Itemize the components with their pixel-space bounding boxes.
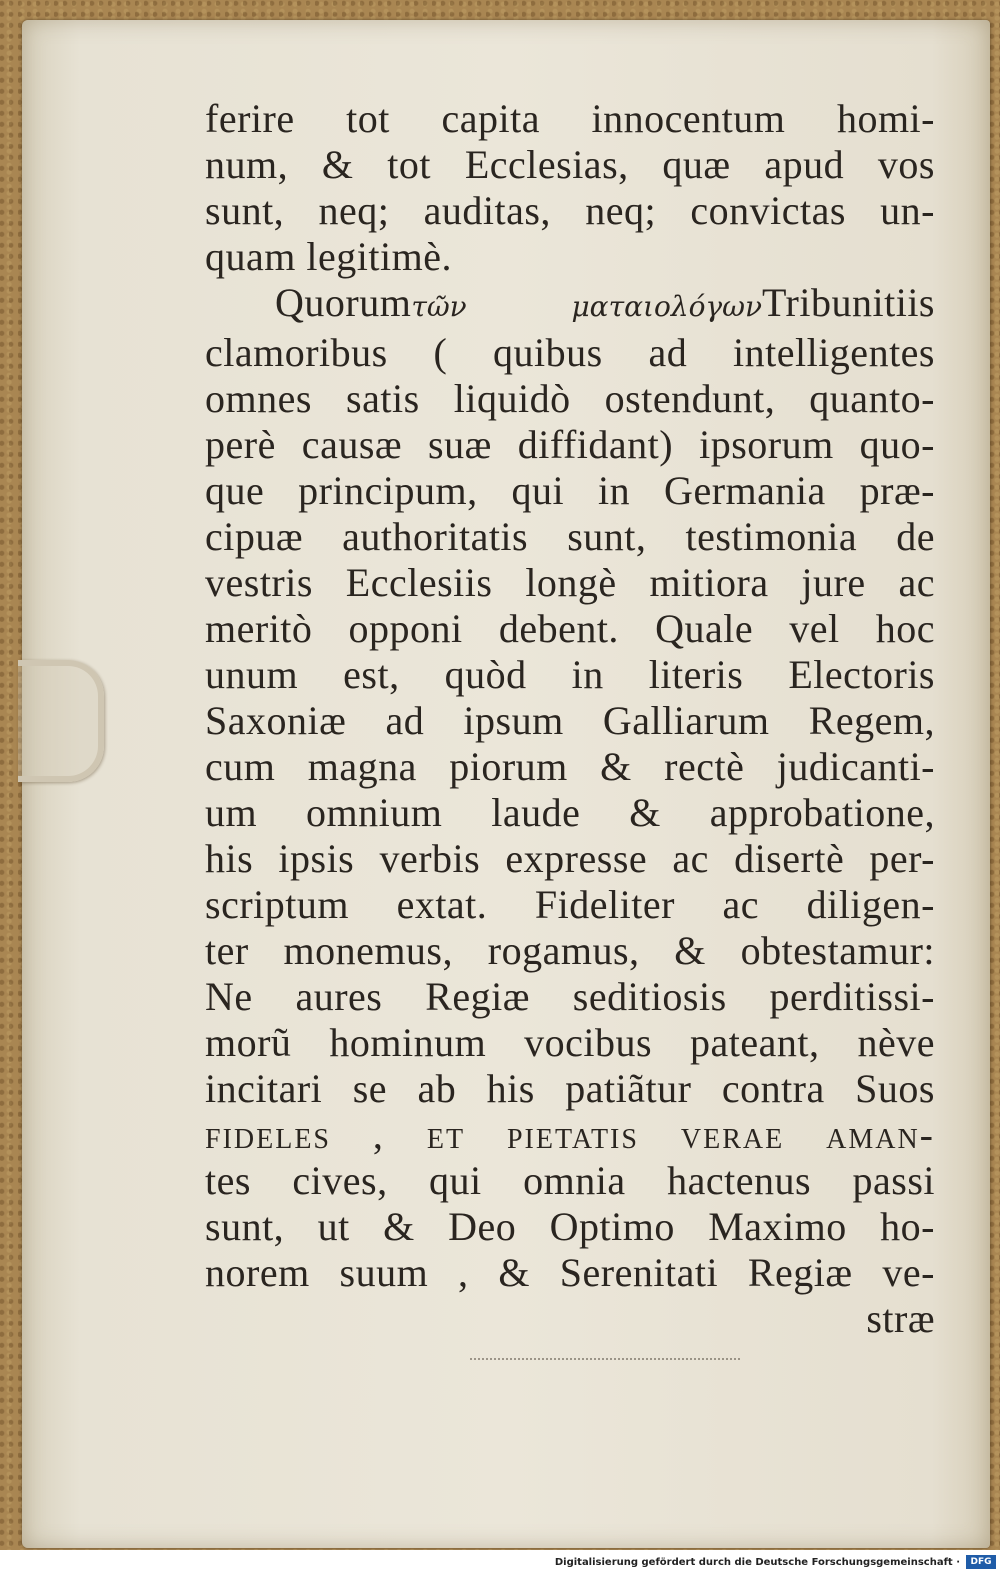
text-line: que principum, qui in Germania præ- [205,468,935,513]
text-line: incitari se ab his patiãtur contra Suos [205,1066,935,1111]
text-line: cum magna piorum & rectè judicanti- [205,744,935,789]
text-line: morũ hominum vocibus pateant, nève [205,1020,935,1065]
text-line: num, & tot Ecclesias, quæ apud vos [205,142,935,187]
text-line-greek [205,280,935,330]
text-word: Tribunitiis [762,280,935,325]
text-line: his ipsis verbis expresse ac disertè per- [205,836,935,881]
text-line: ferire tot capita innocentum homi- [205,96,935,141]
text-line: unum est, quòd in literis Electoris [205,652,935,697]
text-line: cipuæ authoritatis sunt, testimonia de [205,514,935,559]
text-line: meritò opponi debent. Quale vel hoc [205,606,935,651]
text-line-small-caps: fideles , et pietatis verae aman- [205,1112,935,1157]
page-clip [18,660,104,782]
text-line: ter monemus, rogamus, & obtestamur: [205,928,935,973]
greek-phrase: τῶν ματαιολόγων [411,290,763,323]
catchword: stræ [866,1296,935,1341]
dfg-logo: DFG [966,1555,996,1569]
text-line: Ne aures Regiæ seditiosis perditissi- [205,974,935,1019]
dotted-rule [470,1358,740,1362]
footer-credit: Digitalisierung gefördert durch die Deutsche Forschungsgemeinschaft · [554,1557,960,1568]
text-line: vestris Ecclesiis longè mitiora jure ac [205,560,935,605]
text-line: sunt, ut & Deo Optimo Maximo ho- [205,1204,935,1249]
text-line: tes cives, qui omnia hactenus passi [205,1158,935,1203]
text-line: Saxoniæ ad ipsum Galliarum Regem, [205,698,935,743]
page-body-text [205,96,935,1342]
text-line: omnes satis liquidò ostendunt, quanto- [205,376,935,421]
text-line: quam legitimè. [205,234,452,279]
text-line: sunt, neq; auditas, neq; convictas un- [205,188,935,233]
text-line: scriptum extat. Fideliter ac diligen- [205,882,935,927]
text-line: norem suum , & Serenitati Regiæ ve- [205,1250,935,1295]
text-line: perè causæ suæ diffidant) ipsorum quo- [205,422,935,467]
text-line: clamoribus ( quibus ad intelligentes [205,330,935,375]
text-line: um omnium laude & approbatione, [205,790,935,835]
text-word: Quorum [275,280,412,325]
